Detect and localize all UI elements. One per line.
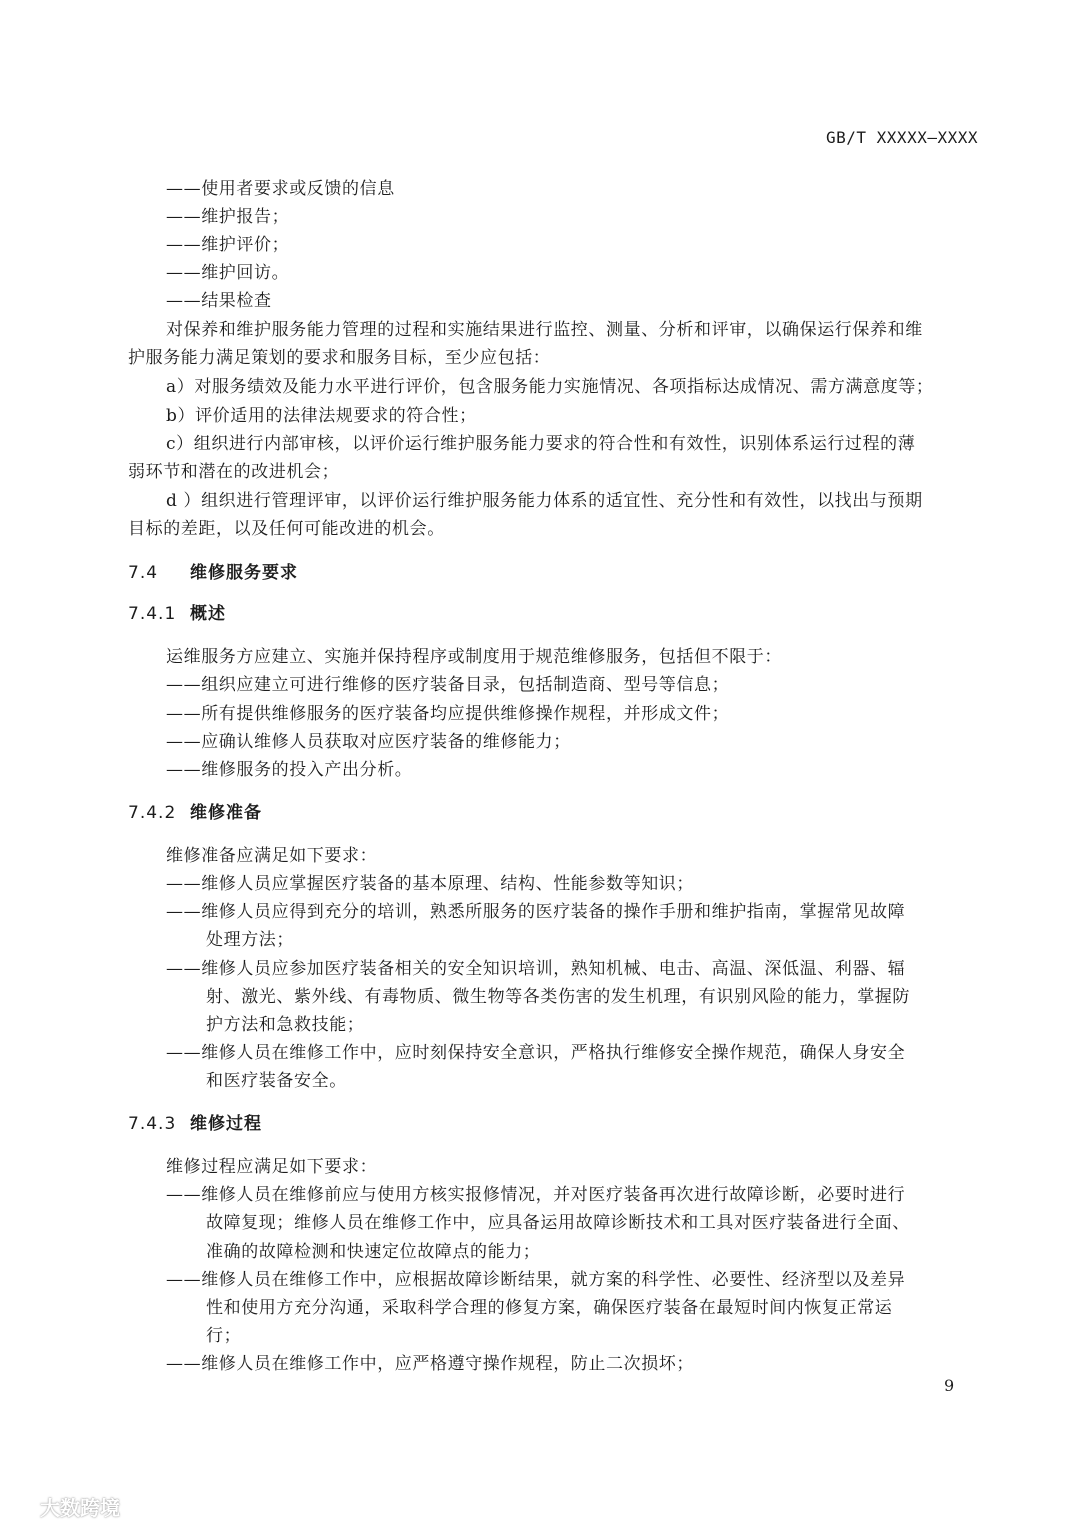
- list-item-continuation: 性和使用方充分沟通，采取科学合理的修复方案，确保医疗装备在最短时间内恢复正常运: [206, 1298, 893, 1318]
- section-number: 7.4: [128, 563, 159, 583]
- section-number: 7.4.3: [128, 1114, 177, 1134]
- weibo-logo-icon: [8, 1495, 36, 1517]
- evaluation-item-b: b）评价适用的法律法规要求的符合性；: [166, 406, 477, 426]
- list-item: ——维修人员在维修前应与使用方核实报修情况，并对医疗装备再次进行故障诊断，必要时进行: [166, 1185, 906, 1205]
- list-item-continuation: 护方法和急救技能；: [206, 1015, 365, 1035]
- list-item: ——维修人员应参加医疗装备相关的安全知识培训，熟知机械、电击、高温、深低温、利器、辐: [166, 959, 906, 979]
- section-title: 维修过程: [190, 1114, 262, 1134]
- list-item-continuation: 射、激光、紫外线、有毒物质、微生物等各类伤害的发生机理，有识别风险的能力，掌握防: [206, 987, 910, 1007]
- list-item: ——维护报告；: [166, 207, 290, 227]
- section-intro: 维修准备应满足如下要求：: [166, 846, 378, 866]
- evaluation-item-a: a）对服务绩效及能力水平进行评价，包含服务能力实施情况、各项指标达成情况、需方满意度等；: [166, 377, 934, 397]
- list-item-continuation: 和医疗装备安全。: [206, 1071, 347, 1091]
- section-title: 概述: [190, 604, 226, 624]
- evaluation-item-c: c）组织进行内部审核，以评价运行维护服务能力要求的符合性和有效性，识别体系运行过程的薄: [166, 434, 916, 454]
- watermark: [8, 1493, 120, 1519]
- list-item: ——维护回访。: [166, 263, 290, 283]
- list-item: ——维修服务的投入产出分析。: [166, 760, 413, 780]
- list-item-continuation: 准确的故障检测和快速定位故障点的能力；: [206, 1242, 541, 1262]
- section-heading-7-4-3: [128, 1112, 262, 1136]
- standard-code: GB/T XXXXX—XXXX: [826, 128, 978, 147]
- page-number: 9: [944, 1376, 955, 1395]
- section-number: 7.4.1: [128, 604, 177, 624]
- list-item: ——使用者要求或反馈的信息: [166, 179, 395, 199]
- list-item: ——维修人员应掌握医疗装备的基本原理、结构、性能参数等知识；: [166, 874, 694, 894]
- paragraph-line: 护服务能力满足策划的要求和服务目标，至少应包括：: [128, 348, 551, 368]
- section-title: 维修服务要求: [190, 563, 298, 583]
- list-item: ——应确认维修人员获取对应医疗装备的维修能力；: [166, 732, 571, 752]
- list-item: ——维修人员在维修工作中，应根据故障诊断结果，就方案的科学性、必要性、经济型以及差异: [166, 1270, 906, 1290]
- list-item: ——维护评价；: [166, 235, 290, 255]
- list-item: ——维修人员应得到充分的培训，熟悉所服务的医疗装备的操作手册和维护指南，掌握常见故障: [166, 902, 906, 922]
- section-intro: 运维服务方应建立、实施并保持程序或制度用于规范维修服务，包括但不限于：: [166, 647, 782, 667]
- list-item: ——维修人员在维修工作中，应时刻保持安全意识，严格执行维修安全操作规范，确保人身安全: [166, 1043, 906, 1063]
- evaluation-item-d-cont: 目标的差距，以及任何可能改进的机会。: [128, 519, 445, 539]
- paragraph-line: 对保养和维护服务能力管理的过程和实施结果进行监控、测量、分析和评审，以确保运行保养和维: [166, 320, 923, 340]
- list-item-continuation: 行；: [206, 1326, 242, 1346]
- evaluation-item-c-cont: 弱环节和潜在的改进机会；: [128, 462, 340, 482]
- section-number: 7.4.2: [128, 803, 177, 823]
- section-heading-7-4-1: [128, 602, 226, 626]
- list-item-continuation: 故障复现；维修人员在维修工作中，应具备运用故障诊断技术和工具对医疗装备进行全面、: [206, 1213, 910, 1233]
- section-heading-7-4-2: [128, 801, 262, 825]
- list-item: ——组织应建立可进行维修的医疗装备目录，包括制造商、型号等信息；: [166, 675, 730, 695]
- section-heading-7-4: [128, 561, 298, 585]
- list-item: ——维修人员在维修工作中，应严格遵守操作规程，防止二次损坏；: [166, 1354, 694, 1374]
- list-item: ——结果检查: [166, 291, 272, 311]
- evaluation-item-d: d ）组织进行管理评审，以评价运行维护服务能力体系的适宜性、充分性和有效性，以找出与预期: [166, 491, 923, 511]
- section-title: 维修准备: [190, 803, 262, 823]
- watermark-text: 大数跨境: [40, 1495, 120, 1520]
- list-item-continuation: 处理方法；: [206, 930, 294, 950]
- section-intro: 维修过程应满足如下要求：: [166, 1157, 378, 1177]
- list-item: ——所有提供维修服务的医疗装备均应提供维修操作规程，并形成文件；: [166, 704, 730, 724]
